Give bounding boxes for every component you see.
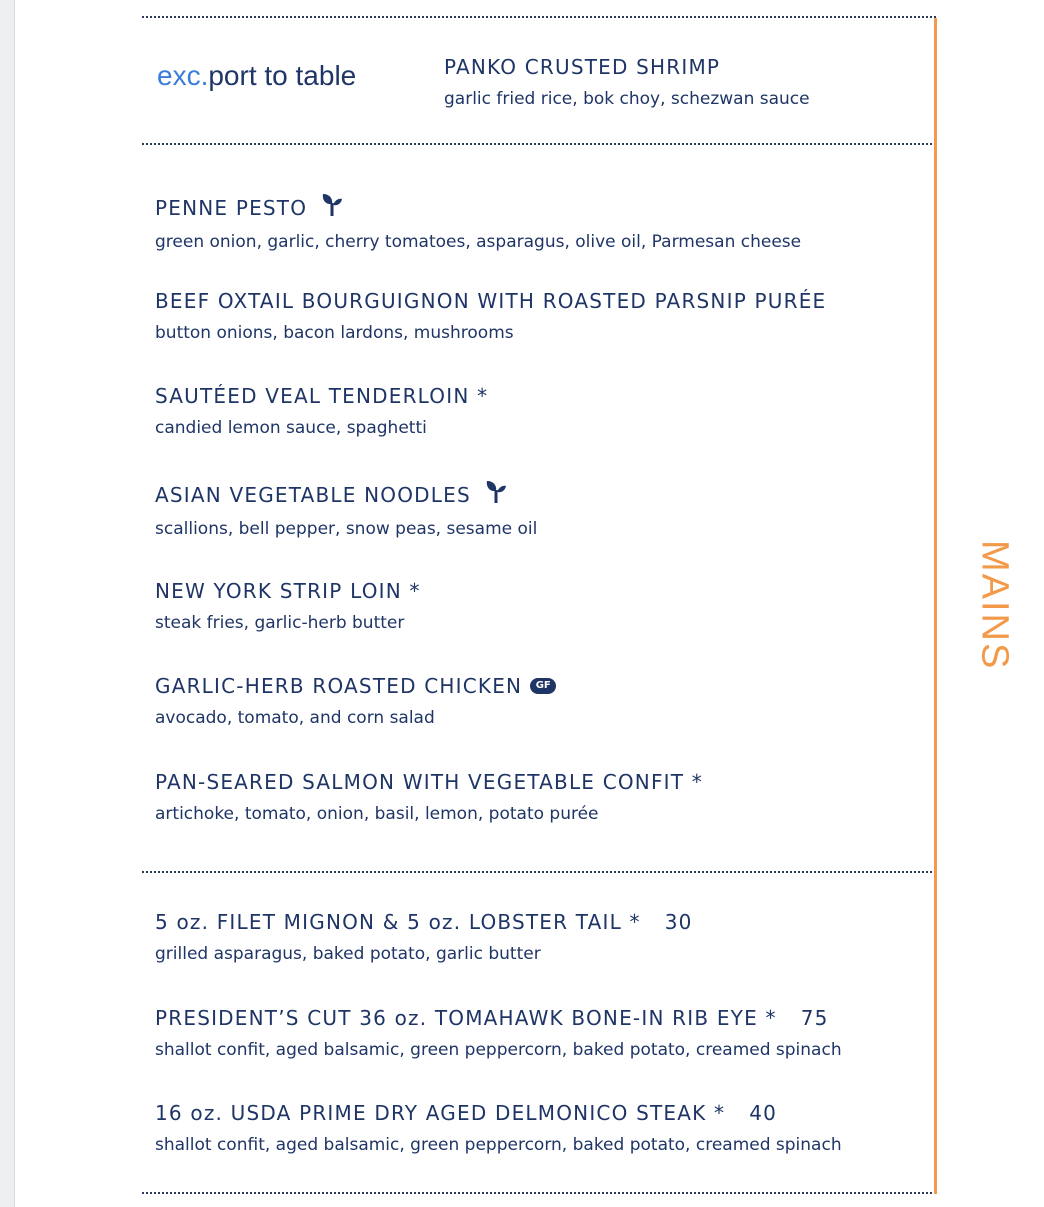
menu-item-name-row — [155, 910, 693, 934]
menu-item-name-row — [155, 1006, 829, 1030]
menu-item-description: shallot confit, aged balsamic, green peppercorn, baked potato, creamed spinach — [155, 1040, 842, 1060]
section-label-mains: MAINS — [973, 539, 1016, 671]
menu-item-penne-pesto — [155, 193, 801, 253]
menu-item-name-row — [155, 193, 343, 222]
vegetarian-sprout-icon — [485, 480, 507, 509]
logo-dot: . — [200, 60, 209, 91]
menu-item-name-row — [155, 674, 556, 698]
menu-item-price: 75 — [800, 1006, 829, 1030]
menu-item-description: garlic fried rice, bok choy, schezwan sauce — [444, 89, 810, 109]
menu-item-description: shallot confit, aged balsamic, green peppercorn, baked potato, creamed spinach — [155, 1135, 842, 1155]
menu-item-ny-strip — [155, 579, 421, 634]
menu-item-name: NEW YORK STRIP LOIN * — [155, 579, 421, 603]
menu-item-price: 30 — [664, 910, 693, 934]
menu-item-name: 16 oz. USDA PRIME DRY AGED DELMONICO STEAK * — [155, 1101, 726, 1125]
menu-item-top — [444, 55, 810, 110]
menu-item-delmonico — [155, 1101, 842, 1156]
logo-exc: exc — [157, 60, 201, 91]
menu-item-name: SAUTÉED VEAL TENDERLOIN * — [155, 384, 489, 408]
menu-item-description: avocado, tomato, and corn salad — [155, 708, 435, 728]
menu-item-tomahawk — [155, 1006, 842, 1061]
menu-item-name: 5 oz. FILET MIGNON & 5 oz. LOBSTER TAIL * — [155, 910, 641, 934]
menu-item-description: scallions, bell pepper, snow peas, sesame oil — [155, 519, 538, 539]
restaurant-logo — [157, 60, 356, 92]
divider-header — [142, 143, 936, 145]
page-edge-shadow — [0, 0, 14, 1207]
menu-item-roasted-chicken — [155, 674, 556, 729]
menu-item-name: PENNE PESTO — [155, 195, 308, 220]
menu-item-price: 40 — [749, 1101, 778, 1125]
menu-item-filet-lobster — [155, 910, 693, 965]
divider-bottom — [142, 1192, 936, 1194]
gluten-free-badge: GF — [530, 678, 556, 694]
menu-item-salmon — [155, 770, 703, 825]
menu-item-veal — [155, 384, 488, 439]
logo-text: port to table — [208, 60, 357, 91]
vegetarian-sprout-icon — [321, 193, 343, 222]
menu-item-description: artichoke, tomato, onion, basil, lemon, potato purée — [155, 804, 599, 824]
menu-item-description: button onions, bacon lardons, mushrooms — [155, 323, 514, 343]
menu-item-name: PRESIDENT’S CUT 36 oz. TOMAHAWK BONE-IN RIB EYE * — [155, 1006, 777, 1030]
menu-item-name: BEEF OXTAIL BOURGUIGNON WITH ROASTED PARSNIP PURÉE — [155, 289, 827, 313]
menu-item-name: ASIAN VEGETABLE NOODLES — [155, 482, 471, 507]
menu-item-name-row — [155, 480, 507, 509]
menu-item-name: GARLIC-HERB ROASTED CHICKEN — [155, 674, 523, 698]
menu-item-beef-oxtail — [155, 289, 826, 344]
menu-item-name-row — [155, 1101, 777, 1125]
menu-item-name: PAN-SEARED SALMON WITH VEGETABLE CONFIT * — [155, 770, 703, 794]
divider-top — [142, 16, 936, 18]
page-edge-line — [14, 0, 15, 1207]
menu-item-description: grilled asparagus, baked potato, garlic butter — [155, 944, 541, 964]
divider-premium — [142, 871, 936, 873]
menu-item-description: steak fries, garlic-herb butter — [155, 613, 405, 633]
menu-item-description: green onion, garlic, cherry tomatoes, asparagus, olive oil, Parmesan cheese — [155, 232, 802, 252]
section-rule — [934, 18, 937, 1194]
menu-item-description: candied lemon sauce, spaghetti — [155, 418, 427, 438]
menu-item-asian-noodles — [155, 480, 537, 540]
menu-item-name: PANKO CRUSTED SHRIMP — [444, 55, 721, 79]
